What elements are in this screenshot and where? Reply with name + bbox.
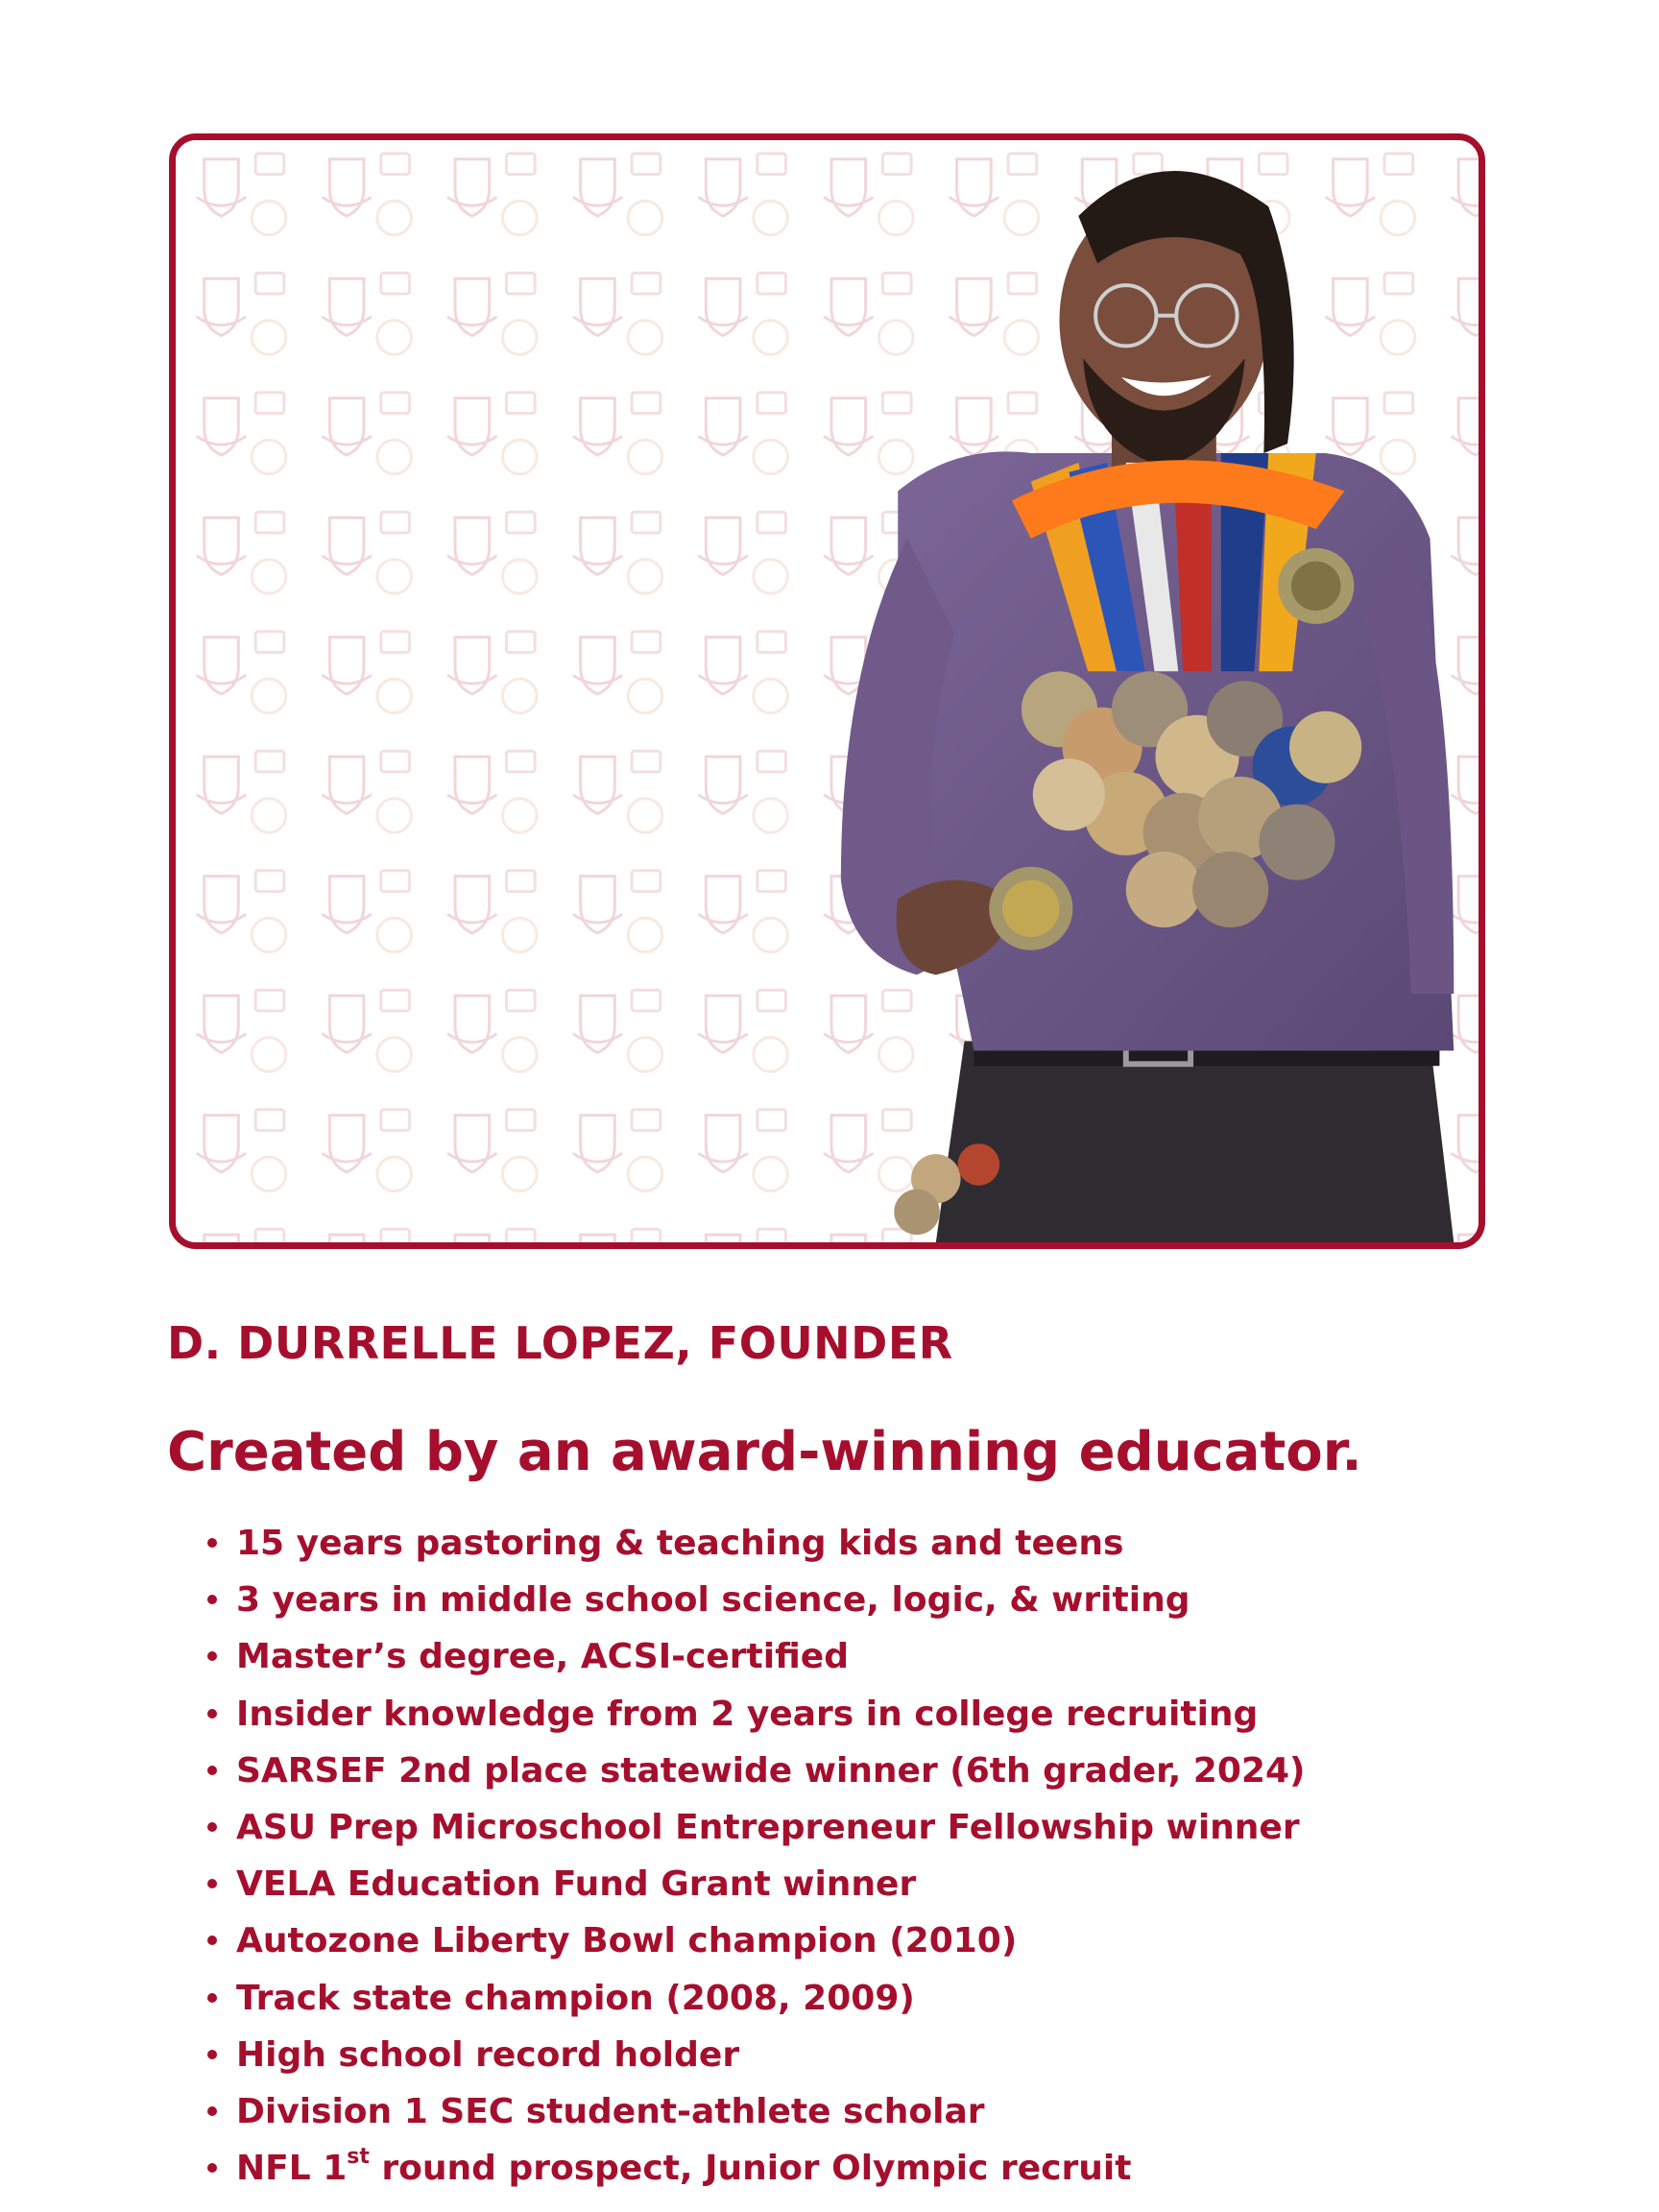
credential-text: High school record holder xyxy=(236,2034,740,2075)
bullet-icon xyxy=(207,2050,217,2059)
credential-text: ASU Prep Microschool Entrepreneur Fellowship winner xyxy=(236,1807,1300,1847)
credential-text: Insider knowledge from 2 years in college recruiting xyxy=(236,1694,1259,1734)
credential-item xyxy=(204,1628,1305,1685)
bullet-icon xyxy=(207,2106,217,2116)
credential-text: 15 years pastoring & teaching kids and teens xyxy=(236,1524,1124,1563)
credentials-list xyxy=(204,1515,1305,2197)
credential-text: SARSEF 2nd place statewide winner (6th grader, 2024) xyxy=(236,1750,1306,1791)
credential-superscript: st xyxy=(347,2145,370,2170)
credential-item xyxy=(204,1856,1305,1912)
credential-item xyxy=(204,2027,1305,2083)
page-headline: Created by an award-winning educator. xyxy=(167,1421,1362,1483)
credential-item xyxy=(204,1743,1305,1799)
credential-item xyxy=(204,2140,1305,2197)
credential-item xyxy=(204,1686,1305,1743)
credential-text: VELA Education Fund Grant winner xyxy=(236,1864,917,1905)
credential-text-start: NFL 1 xyxy=(236,2149,348,2189)
credential-item xyxy=(204,2083,1305,2140)
bullet-icon xyxy=(207,1709,217,1719)
bullet-icon xyxy=(207,2163,217,2173)
bullet-icon xyxy=(207,1936,217,1945)
credential-text: Track state champion (2008, 2009) xyxy=(236,1978,915,2018)
founder-photo-illustration xyxy=(176,140,1479,1242)
credential-text: Master’s degree, ACSI-certified xyxy=(236,1637,849,1677)
credential-text: Division 1 SEC student-athlete scholar xyxy=(236,2091,985,2131)
credential-text: Autozone Liberty Bowl champion (2010) xyxy=(236,1921,1018,1961)
bullet-icon xyxy=(207,1879,217,1888)
credential-item xyxy=(204,1515,1305,1572)
founder-photo xyxy=(169,133,1485,1249)
credential-item xyxy=(204,1970,1305,2027)
bullet-icon xyxy=(207,1538,217,1548)
bullet-icon xyxy=(207,1651,217,1661)
credential-text-end: round prospect, Junior Olympic recruit xyxy=(369,2149,1132,2189)
credential-item xyxy=(204,1799,1305,1856)
bullet-icon xyxy=(207,1766,217,1775)
credential-item xyxy=(204,1572,1305,1628)
credential-item xyxy=(204,1912,1305,1969)
bullet-icon xyxy=(207,1993,217,2003)
founder-name-heading: D. DURRELLE LOPEZ, FOUNDER xyxy=(167,1317,953,1369)
bullet-icon xyxy=(207,1595,217,1604)
credential-text: 3 years in middle school science, logic, & writing xyxy=(236,1580,1190,1621)
bullet-icon xyxy=(207,1822,217,1832)
